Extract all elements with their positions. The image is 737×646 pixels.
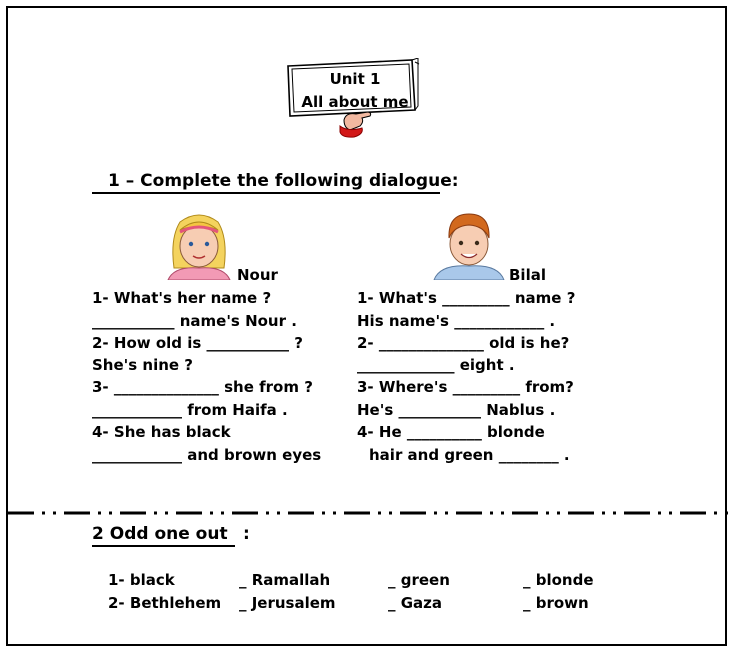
odd-row2-item4: _ brown bbox=[523, 594, 589, 612]
bilal-name-label: Bilal bbox=[509, 266, 546, 284]
left-line-6: ____________ from Haifa . bbox=[92, 401, 288, 419]
banner-text bbox=[288, 68, 422, 114]
right-line-6: He's ___________ Nablus . bbox=[357, 401, 556, 419]
section1-underline bbox=[92, 192, 440, 194]
left-line-4: She's nine ? bbox=[92, 356, 193, 374]
odd-row1-item3: _ green bbox=[388, 571, 450, 589]
right-line-4: _____________ eight . bbox=[357, 356, 515, 374]
section1-heading: 1 – Complete the following dialogue: bbox=[108, 171, 459, 191]
right-line-5: 3- Where's _________ from? bbox=[357, 378, 574, 396]
odd-row1-item1: 1- black bbox=[108, 571, 175, 589]
unit-title: All about me bbox=[301, 93, 409, 111]
odd-row2-item3: _ Gaza bbox=[388, 594, 443, 612]
right-line-7: 4- He __________ blonde bbox=[357, 423, 545, 441]
section2-heading: 2 Odd one out bbox=[92, 524, 228, 544]
right-line-2: His name's ____________ . bbox=[357, 312, 556, 330]
odd-row1-item2: _ Ramallah bbox=[239, 571, 331, 589]
right-line-1: 1- What's _________ name ? bbox=[357, 289, 576, 307]
section2-underline bbox=[92, 545, 235, 547]
right-line-3: 2- ______________ old is he? bbox=[357, 334, 570, 352]
section-divider bbox=[0, 510, 737, 516]
left-line-7: 4- She has black bbox=[92, 423, 231, 441]
odd-row2-item1: 2- Bethlehem bbox=[108, 594, 222, 612]
left-line-5: 3- ______________ she from ? bbox=[92, 378, 313, 396]
nour-name-label: Nour bbox=[237, 266, 278, 284]
odd-row2-item2: _ Jerusalem bbox=[239, 594, 336, 612]
right-line-8: hair and green ________ . bbox=[369, 446, 570, 464]
left-line-1: 1- What's her name ? bbox=[92, 289, 272, 307]
bilal-boy-portrait bbox=[430, 208, 508, 280]
unit-label: Unit 1 bbox=[329, 70, 381, 88]
section2-colon: : bbox=[243, 524, 250, 544]
nour-girl-portrait bbox=[160, 208, 238, 280]
odd-row1-item4: _ blonde bbox=[523, 571, 594, 589]
left-line-8: ____________ and brown eyes bbox=[92, 446, 322, 464]
left-line-2: ___________ name's Nour . bbox=[92, 312, 297, 330]
left-line-3: 2- How old is ___________ ? bbox=[92, 334, 303, 352]
